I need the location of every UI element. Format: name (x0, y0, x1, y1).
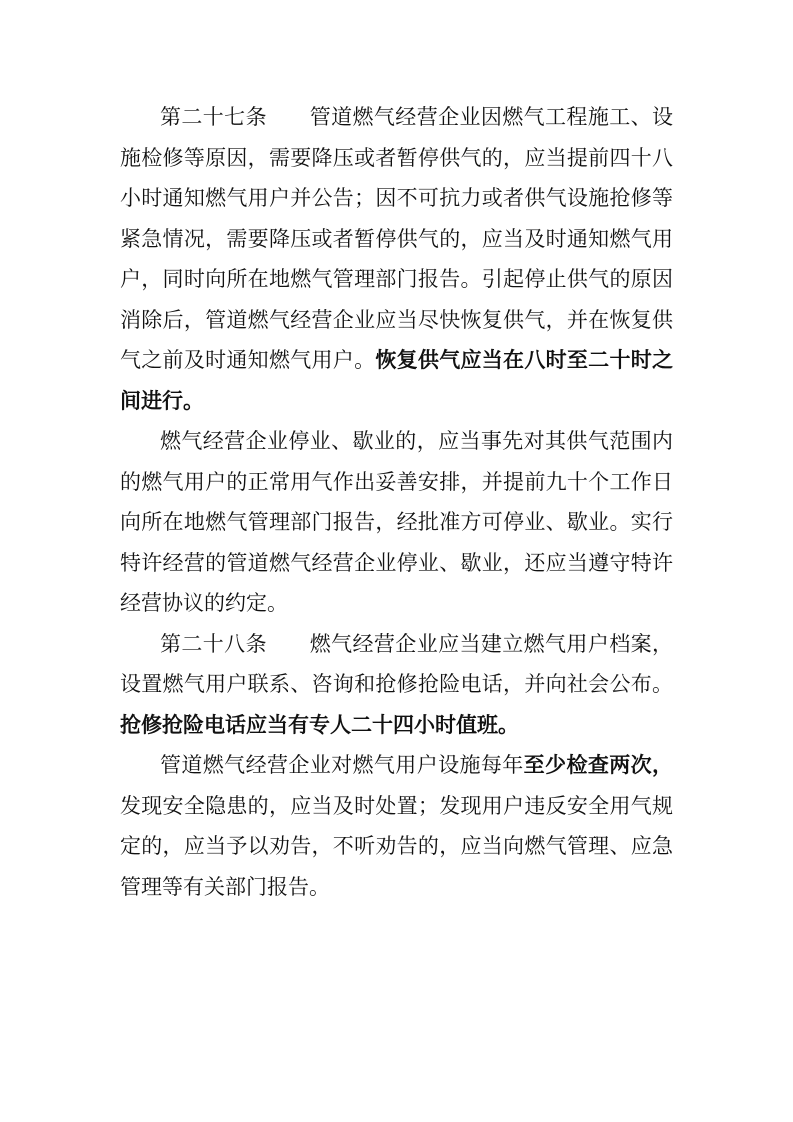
paragraph-line (120, 259, 673, 300)
emphasis-text: 间进行。 (120, 387, 204, 413)
line-text: 燃气经营企业停业、歇业的，应当事先对其供气范围内 (160, 429, 673, 453)
line-text: 气之前及时通知燃气用户。 (120, 348, 376, 372)
paragraph-line (120, 583, 673, 624)
emphasis-text: 恢复供气应当在八时至二十时之 (375, 347, 673, 372)
paragraph-line (120, 745, 673, 786)
line-text: 第二十八条 燃气经营企业应当建立燃气用户档案， (160, 631, 673, 656)
line-text: 管理等有关部门报告。 (120, 874, 330, 899)
line-text: 施检修等原因，需要降压或者暂停供气的，应当提前四十八 (120, 145, 673, 170)
paragraph-line (120, 624, 673, 665)
document-body (120, 97, 673, 907)
line-text: 定的，应当予以劝告，不听劝告的，应当向燃气管理、应急 (120, 834, 673, 858)
line-text: 经营协议的约定。 (120, 591, 288, 615)
line-text: 小时通知燃气用户并公告；因不可抗力或者供气设施抢修等 (120, 186, 673, 210)
paragraph-line (120, 705, 673, 746)
paragraph-line (120, 219, 673, 260)
line-text: 发现安全隐患的，应当及时处置；发现用户违反安全用气规 (120, 793, 673, 818)
emphasis-text: 抢修抢险电话应当有专人二十四小时值班。 (120, 711, 519, 737)
paragraph-line (120, 786, 673, 827)
paragraph-line (120, 300, 673, 341)
paragraph-line (120, 178, 673, 219)
line-text: 紧急情况，需要降压或者暂停供气的，应当及时通知燃气用 (120, 226, 673, 251)
suspension-paragraph (120, 421, 673, 624)
paragraph-line (120, 381, 673, 422)
paragraph-line (120, 462, 673, 503)
paragraph-line (120, 826, 673, 867)
emphasis-text: 至少检查两次， (523, 752, 674, 777)
line-text: 的燃气用户的正常用气作出妥善安排，并提前九十个工作日 (120, 469, 673, 494)
line-text: 第二十七条 管道燃气经营企业因燃气工程施工、设 (160, 105, 673, 129)
line-text: 消除后，管道燃气经营企业应当尽快恢复供气，并在恢复供 (120, 307, 673, 332)
article-28-paragraph (120, 624, 673, 746)
article-27-paragraph (120, 97, 673, 421)
paragraph-line (120, 138, 673, 179)
inspection-paragraph (120, 745, 673, 907)
paragraph-line (120, 97, 673, 138)
line-text: 特许经营的管道燃气经营企业停业、歇业，还应当遵守特许 (120, 550, 673, 575)
paragraph-line (120, 543, 673, 584)
line-text: 向所在地燃气管理部门报告，经批准方可停业、歇业。实行 (120, 510, 673, 534)
paragraph-line (120, 867, 673, 908)
paragraph-line (120, 421, 673, 462)
line-text: 管道燃气经营企业对燃气用户设施每年 (160, 753, 524, 777)
paragraph-line (120, 664, 673, 705)
line-text: 设置燃气用户联系、咨询和抢修抢险电话，并向社会公布。 (120, 672, 673, 696)
line-text: 户，同时向所在地燃气管理部门报告。引起停止供气的原因 (120, 267, 673, 291)
paragraph-line (120, 502, 673, 543)
paragraph-line (120, 340, 673, 381)
